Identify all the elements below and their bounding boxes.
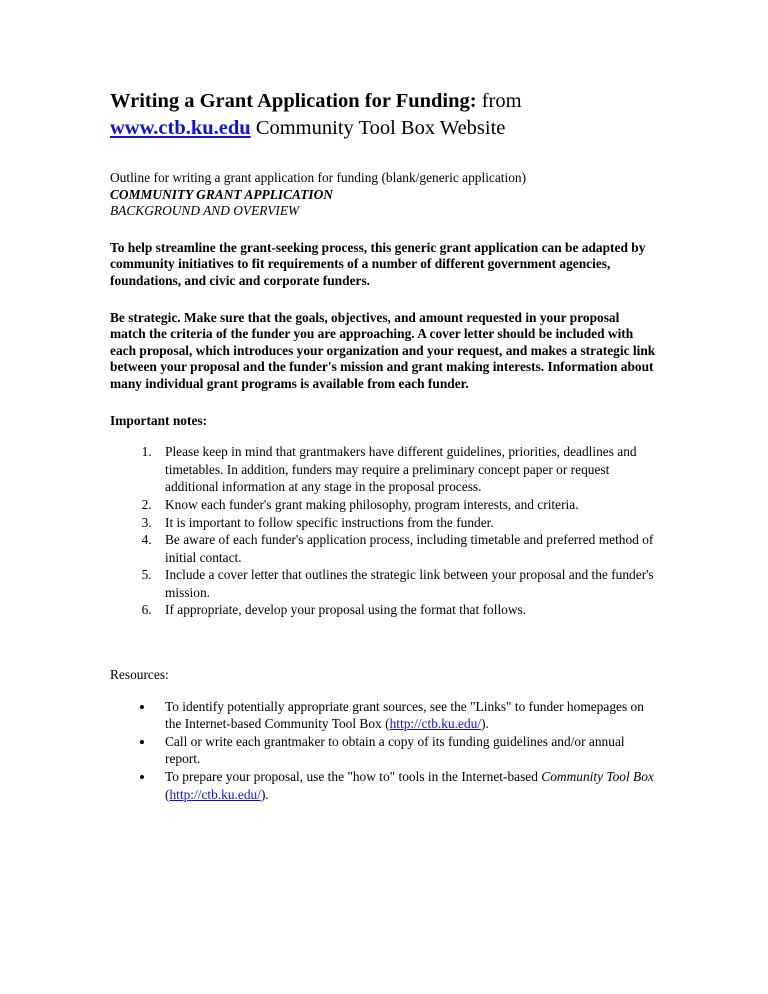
resource-bullet-1-tail: ).: [481, 716, 489, 732]
resource-bullet-2-text: Call or write each grantmaker to obtain a copy of its funding guidelines and/or annual report.: [165, 733, 625, 767]
ctb-url-link-1[interactable]: http://ctb.ku.edu/: [389, 716, 482, 732]
list-item: 2. Know each funder's grant making philosophy, program interests, and criteria.: [155, 496, 658, 514]
resource-bullet-1-text: To identify potentially appropriate grant sources, see the "Links" to funder homepages on the Internet-based Community Tool Box (: [165, 698, 644, 732]
list-item: [155, 698, 658, 733]
section-heading-community-grant-application: COMMUNITY GRANT APPLICATION: [110, 186, 333, 202]
list-item: 6. If appropriate, develop your proposal using the format that follows.: [155, 601, 658, 619]
list-item: 3. It is important to follow specific instructions from the funder.: [155, 514, 658, 532]
page-title: [110, 88, 658, 142]
list-item: 5. Include a cover letter that outlines the strategic link between your proposal and the funder's mission.: [155, 566, 658, 601]
list-item: 1. Please keep in mind that grantmakers have different guidelines, priorities, deadlines and timetables. In addition, funders may require a preliminary concept paper or request additional information at any stage in the proposal process.: [155, 443, 658, 496]
resource-bullet-3-text: To prepare your proposal, use the "how to" tools in the Internet-based: [165, 769, 542, 785]
list-item: [155, 768, 658, 803]
outline-description: Outline for writing a grant application for funding (blank/generic application): [110, 170, 527, 185]
ctb-url-link-2[interactable]: http://ctb.ku.edu/: [169, 786, 261, 802]
important-notes-label: Important notes:: [110, 412, 208, 428]
document-content: [110, 88, 658, 803]
paragraph-be-strategic: Be strategic. Make sure that the goals, objectives, and amount requested in your proposal match the criteria of the funder you are approaching. A cover letter should be included with each proposal, which introduces your organization and your request, and makes a strategic link between your proposal and the funder's mission and grant making interests. Information about many individual grant programs is available from each funder.: [110, 309, 656, 391]
page-title-connector: from: [476, 90, 522, 112]
page-title-tail: Community Tool Box Website: [250, 117, 506, 139]
paragraph-streamline-process: To help streamline the grant-seeking process, this generic grant application can be adapted by community initiatives to fit requirements of a number of different government agencies, foundations, and civic and corporate funders.: [110, 239, 646, 288]
ctb-website-link[interactable]: www.ctb.ku.edu: [110, 117, 251, 139]
section-heading-background-and-overview: BACKGROUND AND OVERVIEW: [110, 203, 300, 219]
resources-label: Resources:: [110, 667, 169, 683]
resource-bullet-3-separator: (: [165, 786, 170, 802]
community-tool-box-title: Community Tool Box: [541, 769, 654, 785]
important-notes-list: [110, 443, 658, 619]
section-spacer: [110, 619, 658, 667]
page-title-bold-lead: Writing a Grant Application for Funding:: [110, 90, 477, 112]
resources-list: [110, 698, 658, 804]
list-item: [155, 733, 658, 768]
list-item: 4. Be aware of each funder's application process, including timetable and preferred method of initial contact.: [155, 531, 658, 566]
resource-bullet-3-tail: ).: [260, 786, 269, 802]
